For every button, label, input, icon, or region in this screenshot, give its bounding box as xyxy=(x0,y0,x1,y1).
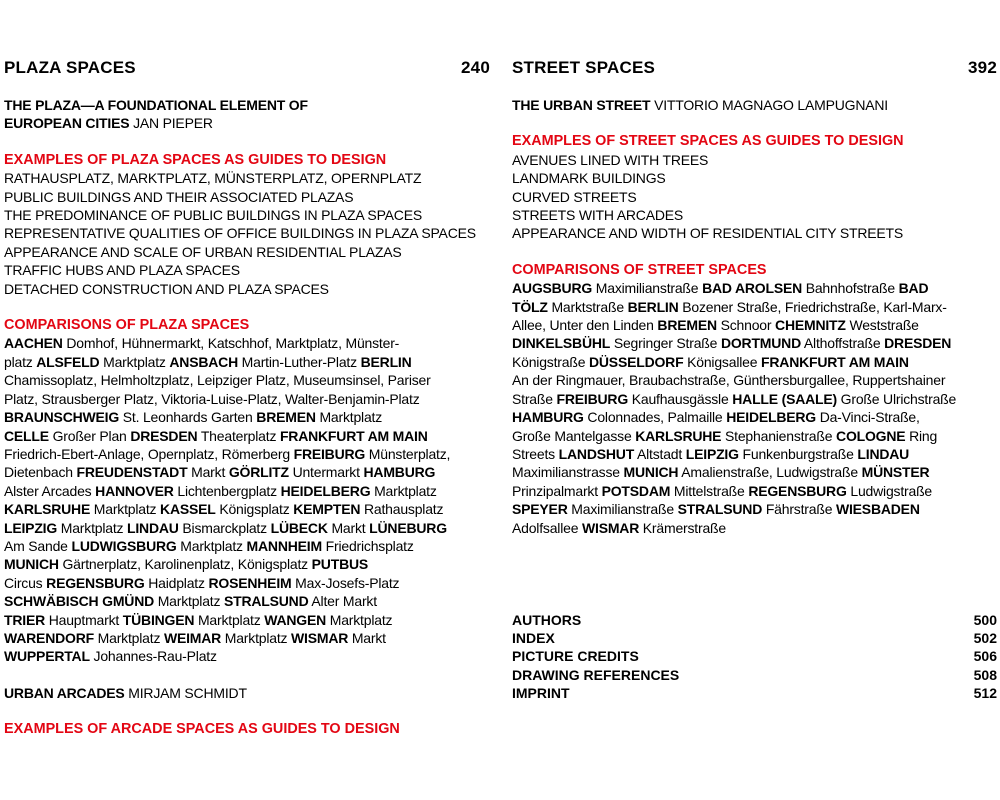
city-name: POTSDAM xyxy=(601,482,671,499)
city-name: WARENDORF xyxy=(4,629,94,646)
city-name: MANNHEIM xyxy=(246,537,322,554)
city-name: WUPPERTAL xyxy=(4,648,90,665)
city-name: LEIPZIG xyxy=(4,519,58,536)
place-names: Marktplatz xyxy=(315,409,383,426)
place-names: Große Mantelgasse xyxy=(512,427,636,444)
place-names: Friedrichsplatz xyxy=(321,537,414,554)
place-names: Marktplatz xyxy=(176,537,247,554)
example-item: CURVED STREETS xyxy=(512,188,637,205)
back-matter-item xyxy=(512,611,997,629)
comparison-line xyxy=(512,316,999,334)
comparison-line xyxy=(4,519,490,537)
street-spaces-column xyxy=(512,58,997,537)
place-names: Friedrich-Ebert-Anlage, Opernplatz, Römerberg xyxy=(4,445,294,462)
comparison-line xyxy=(512,279,999,297)
example-item: AVENUES LINED WITH TREES xyxy=(512,151,709,168)
place-names: Lichtenbergplatz xyxy=(173,482,281,499)
comparison-line xyxy=(512,519,999,537)
arcades-author: MIRJAM SCHMIDT xyxy=(128,684,247,701)
example-item: APPEARANCE AND SCALE OF URBAN RESIDENTIAL PLAZAS xyxy=(4,243,402,260)
comparison-line xyxy=(4,500,490,518)
city-name: TRIER xyxy=(4,611,46,628)
place-names: Bismarckplatz xyxy=(178,519,271,536)
city-name: CHEMNITZ xyxy=(775,317,846,334)
comparison-line xyxy=(4,353,490,371)
examples-list xyxy=(4,169,490,298)
comparisons-list xyxy=(512,279,999,537)
place-names: Adolfsallee xyxy=(512,519,582,536)
city-name: BRAUNSCHWEIG xyxy=(4,409,120,426)
back-matter-page: 508 xyxy=(973,666,997,683)
place-names: Markt xyxy=(327,519,370,536)
place-names: Funkenburgstraße xyxy=(738,445,858,462)
place-names: Kaufhausgässle xyxy=(628,390,733,407)
comparison-line xyxy=(4,463,490,481)
city-name: LINDAU xyxy=(127,519,179,536)
back-matter-page: 502 xyxy=(973,630,997,647)
place-names: Mittelstraße xyxy=(670,482,749,499)
essay-title: THE URBAN STREET xyxy=(512,97,651,113)
essay-title-line: THE PLAZA—A FOUNDATIONAL ELEMENT OF xyxy=(4,97,308,113)
place-names: Marktplatz xyxy=(93,629,164,646)
city-name: REGENSBURG xyxy=(748,482,847,499)
comparison-line xyxy=(4,371,490,389)
comparison-line xyxy=(512,371,999,389)
city-name: KEMPTEN xyxy=(293,501,361,518)
place-names: Große Ulrichstraße xyxy=(836,390,957,407)
city-name: KARLSRUHE xyxy=(4,501,91,518)
city-name: HEIDELBERG xyxy=(280,482,371,499)
comparison-line xyxy=(512,298,999,316)
back-matter-page: 506 xyxy=(973,648,997,665)
place-names: Bozener Straße, Friedrichstraße, Karl-Marx- xyxy=(678,298,947,315)
comparison-line xyxy=(4,427,490,445)
place-names: Markt xyxy=(348,629,386,646)
place-names: Chamissoplatz, Helmholtzplatz, Leipziger Platz, Museumsinsel, Pariser xyxy=(4,372,431,389)
place-names: Fährstraße xyxy=(762,501,836,518)
plaza-spaces-column xyxy=(4,58,490,739)
city-name: HEIDELBERG xyxy=(726,409,816,426)
city-name: FRANKFURT AM MAIN xyxy=(279,427,428,444)
comparison-line xyxy=(4,592,490,610)
essay-title-line: EUROPEAN CITIES xyxy=(4,115,130,132)
city-name: WISMAR xyxy=(581,519,640,536)
city-name: REGENSBURG xyxy=(46,574,145,591)
place-names: Königsplatz xyxy=(215,501,294,518)
city-name: BREMEN xyxy=(256,409,316,426)
example-item: THE PREDOMINANCE OF PUBLIC BUILDINGS IN PLAZA SPACES xyxy=(4,207,422,224)
examples-heading: EXAMPLES OF STREET SPACES AS GUIDES TO DESIGN xyxy=(512,133,904,150)
comparison-line xyxy=(512,408,999,426)
essay-entry xyxy=(4,96,490,133)
city-name: SCHWÄBISCH GMÜND xyxy=(4,593,155,610)
comparison-line xyxy=(512,445,999,463)
place-names: Martin-Luther-Platz xyxy=(237,353,361,370)
city-name: DINKELSBÜHL xyxy=(512,335,611,352)
comparison-line xyxy=(4,482,490,500)
place-names: Großer Plan xyxy=(48,427,131,444)
essay-author: JAN PIEPER xyxy=(133,115,213,132)
comparison-line xyxy=(4,647,490,665)
comparison-line xyxy=(4,574,490,592)
city-name: FREIBURG xyxy=(293,445,366,462)
examples-list xyxy=(512,151,997,243)
city-name: STRALSUND xyxy=(223,593,309,610)
place-names: Untermarkt xyxy=(288,464,364,481)
comparison-line xyxy=(4,334,490,352)
place-names: Marktplatz xyxy=(57,519,128,536)
city-name: LÜNEBURG xyxy=(369,519,447,536)
back-matter-list xyxy=(512,611,997,702)
city-name: MUNICH xyxy=(4,556,59,573)
city-name: MUNICH xyxy=(623,464,679,481)
place-names: Marktplatz xyxy=(370,482,437,499)
place-names: Königsallee xyxy=(683,353,762,370)
city-name: DRESDEN xyxy=(884,335,952,352)
place-names: Prinzipalmarkt xyxy=(512,482,602,499)
place-names: Alter Markt xyxy=(308,593,377,610)
city-name: HALLE (SAALE) xyxy=(732,390,837,407)
city-name: BERLIN xyxy=(627,298,679,315)
place-names: Krämerstraße xyxy=(639,519,726,536)
city-name: DÜSSELDORF xyxy=(588,353,684,370)
place-names: Streets xyxy=(512,445,559,462)
back-matter-label: AUTHORS xyxy=(512,612,582,628)
place-names: Münsterplatz, xyxy=(365,445,451,462)
back-matter-page: 500 xyxy=(973,612,997,628)
back-matter-item xyxy=(512,684,997,702)
city-name: WEIMAR xyxy=(163,629,222,646)
back-matter-label: DRAWING REFERENCES xyxy=(512,666,680,683)
comparison-line xyxy=(512,463,999,481)
place-names: Am Sande xyxy=(4,537,72,554)
city-name: PUTBUS xyxy=(311,556,369,573)
place-names: An der Ringmauer, Braubachstraße, Günthersburgallee, Ruppertshainer xyxy=(512,372,946,389)
place-names: platz xyxy=(4,353,37,370)
section-header-plaza xyxy=(4,58,490,82)
essay-author: VITTORIO MAGNAGO LAMPUGNANI xyxy=(654,97,888,113)
comparison-line xyxy=(512,482,999,500)
comparison-line xyxy=(4,445,490,463)
arcades-entry xyxy=(4,684,490,702)
example-item: APPEARANCE AND WIDTH OF RESIDENTIAL CITY STREETS xyxy=(512,225,904,242)
comparisons-list xyxy=(4,334,490,665)
city-name: HAMBURG xyxy=(363,464,436,481)
city-name: WANGEN xyxy=(264,611,327,628)
place-names: Platz, Strausberger Platz, Viktoria-Luise-Platz, Walter-Benjamin-Platz xyxy=(4,390,420,407)
city-name: LUDWIGSBURG xyxy=(71,537,177,554)
section-title: PLAZA SPACES xyxy=(4,58,136,77)
essay-entry xyxy=(512,96,997,114)
place-names: Marktplatz xyxy=(154,593,224,610)
comparison-line xyxy=(512,427,999,445)
arcade-examples-heading: EXAMPLES OF ARCADE SPACES AS GUIDES TO DESIGN xyxy=(4,721,400,738)
place-names: Circus xyxy=(4,574,47,591)
place-names: Johannes-Rau-Platz xyxy=(89,648,217,665)
place-names: Markt xyxy=(187,464,229,481)
city-name: SPEYER xyxy=(512,501,568,518)
example-item: REPRESENTATIVE QUALITIES OF OFFICE BUILDINGS IN PLAZA SPACES xyxy=(4,225,476,242)
comparison-line xyxy=(4,629,490,647)
comparison-line xyxy=(4,555,490,573)
comparisons-heading: COMPARISONS OF STREET SPACES xyxy=(512,261,767,278)
city-name: AACHEN xyxy=(4,335,63,352)
city-name: LANDSHUT xyxy=(558,445,635,462)
comparison-line xyxy=(512,353,999,371)
place-names: St. Leonhards Garten xyxy=(119,409,257,426)
section-header-street xyxy=(512,58,997,82)
comparison-line xyxy=(4,537,490,555)
city-name: LEIPZIG xyxy=(685,445,739,462)
place-names: Althoffstraße xyxy=(801,335,885,352)
city-name: HAMBURG xyxy=(512,409,584,426)
place-names: Ring xyxy=(905,427,938,444)
city-name: KASSEL xyxy=(160,501,216,518)
place-names: Amalienstraße, Ludwigstraße xyxy=(678,464,862,481)
place-names: Marktplatz xyxy=(99,353,170,370)
place-names: Theaterplatz xyxy=(197,427,280,444)
place-names: Maximilianstrasse xyxy=(512,464,624,481)
city-name: LINDAU xyxy=(857,445,910,462)
place-names: Straße xyxy=(512,390,557,407)
back-matter-label: INDEX xyxy=(512,630,555,647)
place-names: Ludwigstraße xyxy=(846,482,933,499)
city-name: AUGSBURG xyxy=(512,280,593,297)
city-name: TÖLZ xyxy=(512,298,548,315)
city-name: BAD xyxy=(898,280,929,297)
arcades-title: URBAN ARCADES xyxy=(4,684,125,701)
city-name: BAD AROLSEN xyxy=(702,280,803,297)
section-title: STREET SPACES xyxy=(512,58,656,77)
back-matter-page: 512 xyxy=(973,684,997,701)
comparison-line xyxy=(4,390,490,408)
example-item: TRAFFIC HUBS AND PLAZA SPACES xyxy=(4,262,240,279)
comparison-line xyxy=(4,408,490,426)
city-name: FRANKFURT AM MAIN xyxy=(761,353,909,370)
example-item: RATHAUSPLATZ, MARKTPLATZ, MÜNSTERPLATZ, OPERNPLATZ xyxy=(4,170,422,187)
place-names: Rathausplatz xyxy=(360,501,444,518)
place-names: Da-Vinci-Straße, xyxy=(816,409,920,426)
city-name: LÜBECK xyxy=(270,519,328,536)
comparison-line xyxy=(4,611,490,629)
back-matter-label: IMPRINT xyxy=(512,684,570,701)
example-item: STREETS WITH ARCADES xyxy=(512,207,684,224)
city-name: FREUDENSTADT xyxy=(76,464,188,481)
place-names: Königstraße xyxy=(512,353,589,370)
place-names: Marktplatz xyxy=(326,611,393,628)
city-name: DORTMUND xyxy=(720,335,801,352)
city-name: TÜBINGEN xyxy=(122,611,195,628)
place-names: Maximilianstraße xyxy=(592,280,703,297)
section-page-number: 240 xyxy=(461,58,490,77)
place-names: Schnoor xyxy=(716,317,776,334)
place-names: Colonnades, Palmaille xyxy=(583,409,727,426)
place-names: Marktplatz xyxy=(194,611,265,628)
place-names: Marktplatz xyxy=(90,501,161,518)
comparison-line xyxy=(512,390,999,408)
city-name: HANNOVER xyxy=(95,482,174,499)
place-names: Max-Josefs-Platz xyxy=(291,574,400,591)
city-name: GÖRLITZ xyxy=(228,464,289,481)
place-names: Allee, Unter den Linden xyxy=(512,317,658,334)
back-matter-item xyxy=(512,647,997,665)
city-name: STRALSUND xyxy=(677,501,763,518)
back-matter-item xyxy=(512,666,997,684)
place-names: Domhof, Hühnermarkt, Katschhof, Marktplatz, Münster- xyxy=(62,335,400,352)
examples-heading: EXAMPLES OF PLAZA SPACES AS GUIDES TO DESIGN xyxy=(4,151,387,168)
place-names: Altstadt xyxy=(634,445,686,462)
place-names: Alster Arcades xyxy=(4,482,96,499)
place-names: Marktstraße xyxy=(547,298,628,315)
place-names: Bahnhofstraße xyxy=(802,280,899,297)
example-item: DETACHED CONSTRUCTION AND PLAZA SPACES xyxy=(4,280,329,297)
city-name: KARLSRUHE xyxy=(635,427,722,444)
place-names: Haidplatz xyxy=(144,574,209,591)
section-page-number: 392 xyxy=(968,58,997,77)
comparison-line xyxy=(512,500,999,518)
place-names: Stephanienstraße xyxy=(721,427,837,444)
city-name: BREMEN xyxy=(657,317,717,334)
city-name: ROSENHEIM xyxy=(208,574,292,591)
back-matter-label: PICTURE CREDITS xyxy=(512,648,639,665)
city-name: FREIBURG xyxy=(556,390,629,407)
place-names: Maximilianstraße xyxy=(567,501,678,518)
city-name: CELLE xyxy=(4,427,49,444)
place-names: Hauptmarkt xyxy=(45,611,123,628)
city-name: COLOGNE xyxy=(836,427,906,444)
city-name: WISMAR xyxy=(291,629,349,646)
place-names: Weststraße xyxy=(845,317,919,334)
place-names: Dietenbach xyxy=(4,464,77,481)
city-name: BERLIN xyxy=(360,353,412,370)
comparisons-heading: COMPARISONS OF PLAZA SPACES xyxy=(4,317,250,334)
place-names: Segringer Straße xyxy=(610,335,721,352)
city-name: DRESDEN xyxy=(130,427,198,444)
city-name: ANSBACH xyxy=(169,353,238,370)
city-name: ALSFELD xyxy=(36,353,100,370)
example-item: LANDMARK BUILDINGS xyxy=(512,170,666,187)
comparison-line xyxy=(512,334,999,352)
back-matter-item xyxy=(512,629,997,647)
place-names: Gärtnerplatz, Karolinenplatz, Königsplatz xyxy=(58,556,312,573)
city-name: WIESBADEN xyxy=(835,501,920,518)
city-name: MÜNSTER xyxy=(861,464,930,481)
example-item: PUBLIC BUILDINGS AND THEIR ASSOCIATED PLAZAS xyxy=(4,188,354,205)
place-names: Marktplatz xyxy=(221,629,292,646)
